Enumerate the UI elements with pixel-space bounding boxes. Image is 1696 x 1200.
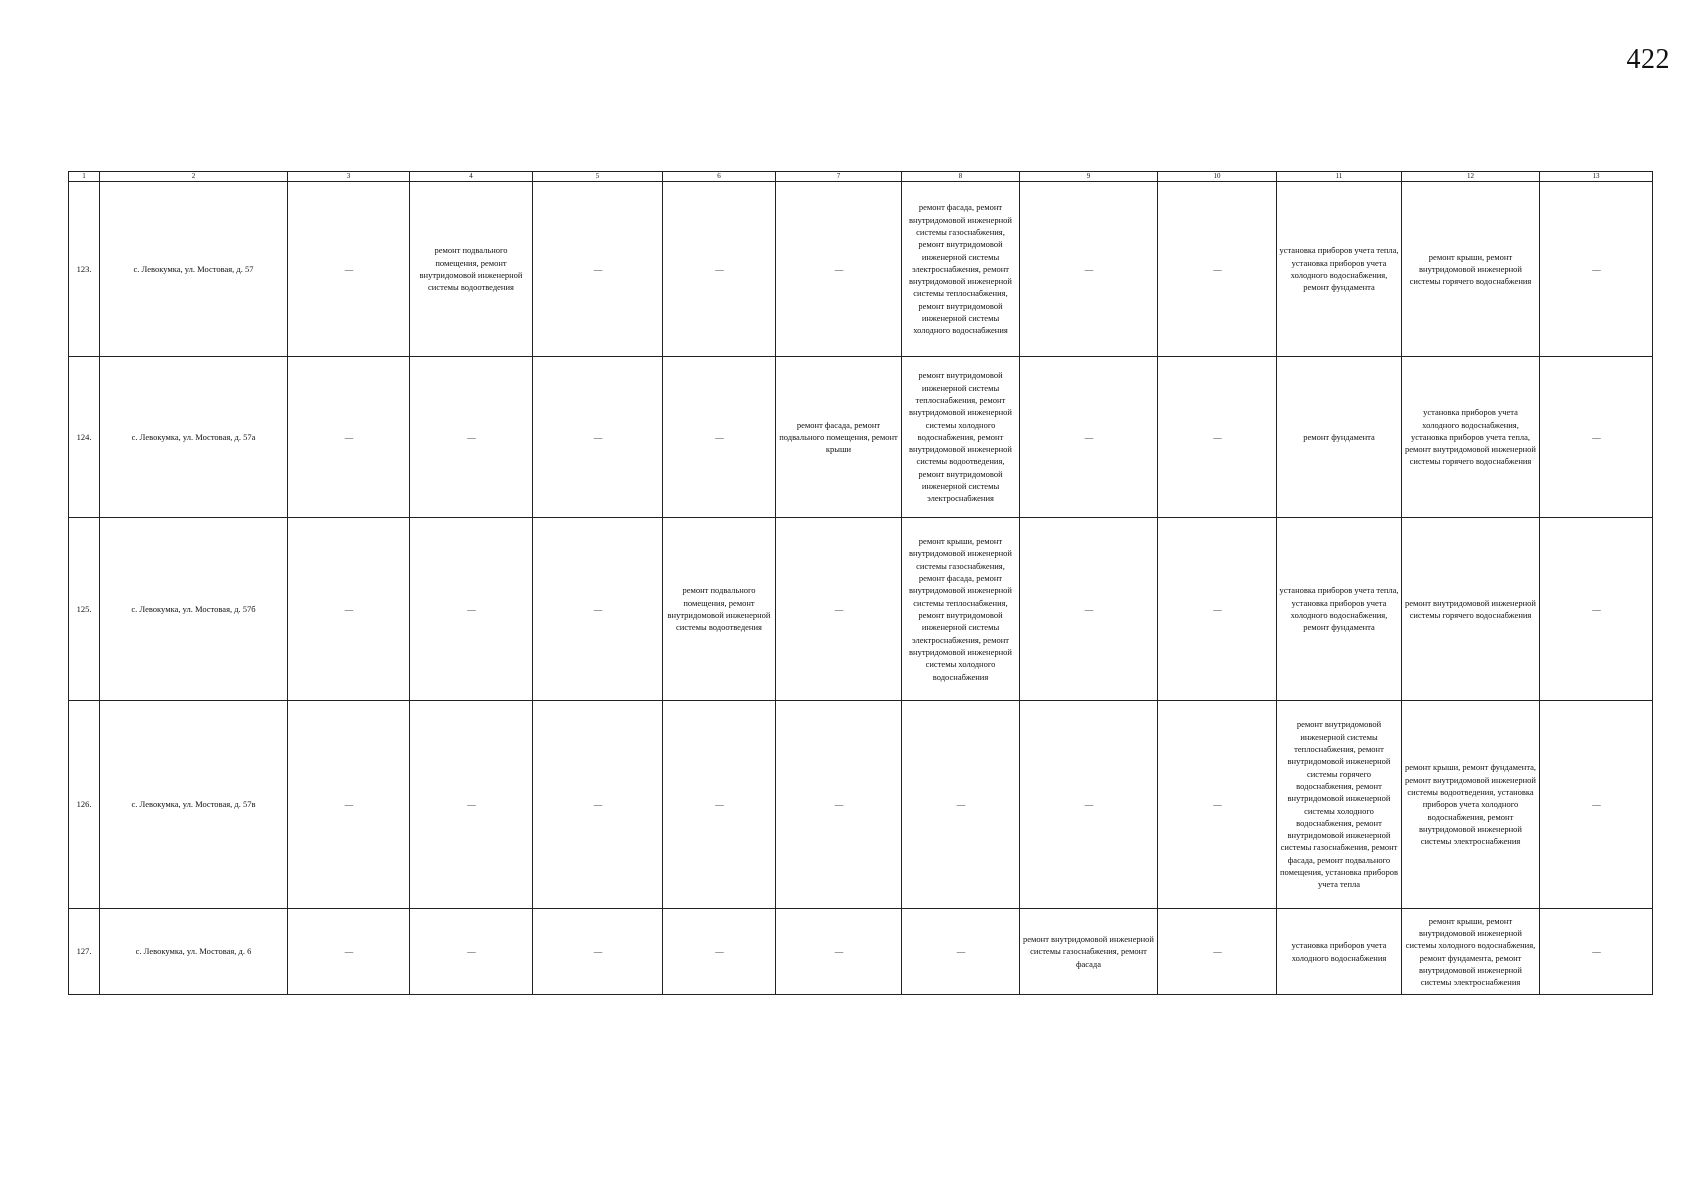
table-row: [69, 518, 1653, 701]
row-number: 125.: [69, 518, 100, 701]
table-cell: —: [288, 357, 410, 518]
table-cell: —: [1540, 357, 1653, 518]
table-cell: ремонт фундамента: [1277, 357, 1402, 518]
table-cell: —: [288, 701, 410, 909]
table-cell: —: [1540, 518, 1653, 701]
table-cell: ремонт внутридомовой инженерной системы горячего водоснабжения: [1402, 518, 1540, 701]
table-cell: —: [1020, 701, 1158, 909]
table-cell: —: [533, 357, 663, 518]
table-cell: ремонт крыши, ремонт внутридомовой инженерной системы холодного водоснабжения, ремонт фундамента, ремонт внутридомовой инженерной системы электроснабжения: [1402, 909, 1540, 995]
table-row: [69, 909, 1653, 995]
column-header: 2: [100, 172, 288, 182]
column-number-row: [69, 172, 1653, 182]
table-cell: ремонт внутридомовой инженерной системы газоснабжения, ремонт фасада: [1020, 909, 1158, 995]
address-cell: с. Левокумка, ул. Мостовая, д. 57б: [100, 518, 288, 701]
table-cell: ремонт внутридомовой инженерной системы теплоснабжения, ремонт внутридомовой инженерной системы горячего водоснабжения, ремонт внутридомовой инженерной системы холодного водоснабжения, ремонт внутридомовой инженерной системы газоснабжения, ремонт фасада, ремонт подвального помещения, установка приборов учета тепла: [1277, 701, 1402, 909]
table-cell: ремонт фасада, ремонт подвального помещения, ремонт крыши: [776, 357, 902, 518]
column-header: 6: [663, 172, 776, 182]
table-cell: —: [533, 182, 663, 357]
table-row: [69, 357, 1653, 518]
table-cell: —: [288, 182, 410, 357]
table-cell: —: [410, 357, 533, 518]
table-cell: установка приборов учета тепла, установка приборов учета холодного водоснабжения, ремонт фундамента: [1277, 182, 1402, 357]
table-cell: —: [776, 182, 902, 357]
row-number: 123.: [69, 182, 100, 357]
table-cell: —: [533, 909, 663, 995]
table-cell: —: [663, 701, 776, 909]
page-number: 422: [1626, 44, 1670, 75]
table-cell: —: [902, 701, 1020, 909]
table-cell: —: [1158, 909, 1277, 995]
table-cell: установка приборов учета тепла, установка приборов учета холодного водоснабжения, ремонт фундамента: [1277, 518, 1402, 701]
column-header: 7: [776, 172, 902, 182]
table-cell: —: [776, 909, 902, 995]
table-cell: ремонт фасада, ремонт внутридомовой инженерной системы газоснабжения, ремонт внутридомовой инженерной системы электроснабжения, ремонт внутридомовой инженерной системы теплоснабжения, ремонт внутридомовой инженерной системы холодного водоснабжения: [902, 182, 1020, 357]
table-cell: —: [663, 182, 776, 357]
table-cell: ремонт внутридомовой инженерной системы теплоснабжения, ремонт внутридомовой инженерной системы холодного водоснабжения, ремонт внутридомовой инженерной системы водоотведения, ремонт внутридомовой инженерной системы электроснабжения: [902, 357, 1020, 518]
table-cell: ремонт крыши, ремонт фундамента, ремонт внутридомовой инженерной системы водоотведения, установка приборов учета холодного водоснабжения, ремонт внутридомовой инженерной системы электроснабжения: [1402, 701, 1540, 909]
table-cell: —: [410, 701, 533, 909]
column-header: 4: [410, 172, 533, 182]
table-row: [69, 182, 1653, 357]
table-cell: ремонт подвального помещения, ремонт внутридомовой инженерной системы водоотведения: [410, 182, 533, 357]
table-cell: установка приборов учета холодного водоснабжения: [1277, 909, 1402, 995]
column-header: 8: [902, 172, 1020, 182]
repair-schedule-table: [68, 171, 1653, 995]
table-cell: —: [1020, 357, 1158, 518]
column-header: 1: [69, 172, 100, 182]
table-cell: —: [1020, 518, 1158, 701]
column-header: 11: [1277, 172, 1402, 182]
table-cell: —: [410, 518, 533, 701]
table-cell: —: [776, 518, 902, 701]
column-header: 3: [288, 172, 410, 182]
table-cell: —: [533, 518, 663, 701]
address-cell: с. Левокумка, ул. Мостовая, д. 57а: [100, 357, 288, 518]
table-cell: —: [1158, 357, 1277, 518]
table-cell: —: [776, 701, 902, 909]
row-number: 126.: [69, 701, 100, 909]
table-cell: —: [1158, 182, 1277, 357]
address-cell: с. Левокумка, ул. Мостовая, д. 57: [100, 182, 288, 357]
table-cell: —: [1540, 182, 1653, 357]
table-cell: —: [410, 909, 533, 995]
column-header: 9: [1020, 172, 1158, 182]
table-cell: —: [1020, 182, 1158, 357]
table-cell: —: [288, 909, 410, 995]
column-header: 10: [1158, 172, 1277, 182]
table-cell: ремонт крыши, ремонт внутридомовой инженерной системы газоснабжения, ремонт фасада, ремонт внутридомовой инженерной системы теплоснабжения, ремонт внутридомовой инженерной системы электроснабжения, ремонт внутридомовой инженерной системы холодного водоснабжения: [902, 518, 1020, 701]
column-header: 5: [533, 172, 663, 182]
column-header: 12: [1402, 172, 1540, 182]
row-number: 124.: [69, 357, 100, 518]
address-cell: с. Левокумка, ул. Мостовая, д. 57в: [100, 701, 288, 909]
address-cell: с. Левокумка, ул. Мостовая, д. 6: [100, 909, 288, 995]
table-cell: —: [902, 909, 1020, 995]
table-cell: установка приборов учета холодного водоснабжения, установка приборов учета тепла, ремонт внутридомовой инженерной системы горячего водоснабжения: [1402, 357, 1540, 518]
table-row: [69, 701, 1653, 909]
table-cell: —: [1540, 701, 1653, 909]
table-cell: —: [663, 357, 776, 518]
table-cell: —: [663, 909, 776, 995]
column-header: 13: [1540, 172, 1653, 182]
table-cell: —: [1540, 909, 1653, 995]
table-cell: —: [533, 701, 663, 909]
table-cell: —: [288, 518, 410, 701]
table-cell: —: [1158, 518, 1277, 701]
table-cell: ремонт крыши, ремонт внутридомовой инженерной системы горячего водоснабжения: [1402, 182, 1540, 357]
table-cell: ремонт подвального помещения, ремонт внутридомовой инженерной системы водоотведения: [663, 518, 776, 701]
row-number: 127.: [69, 909, 100, 995]
table-cell: —: [1158, 701, 1277, 909]
